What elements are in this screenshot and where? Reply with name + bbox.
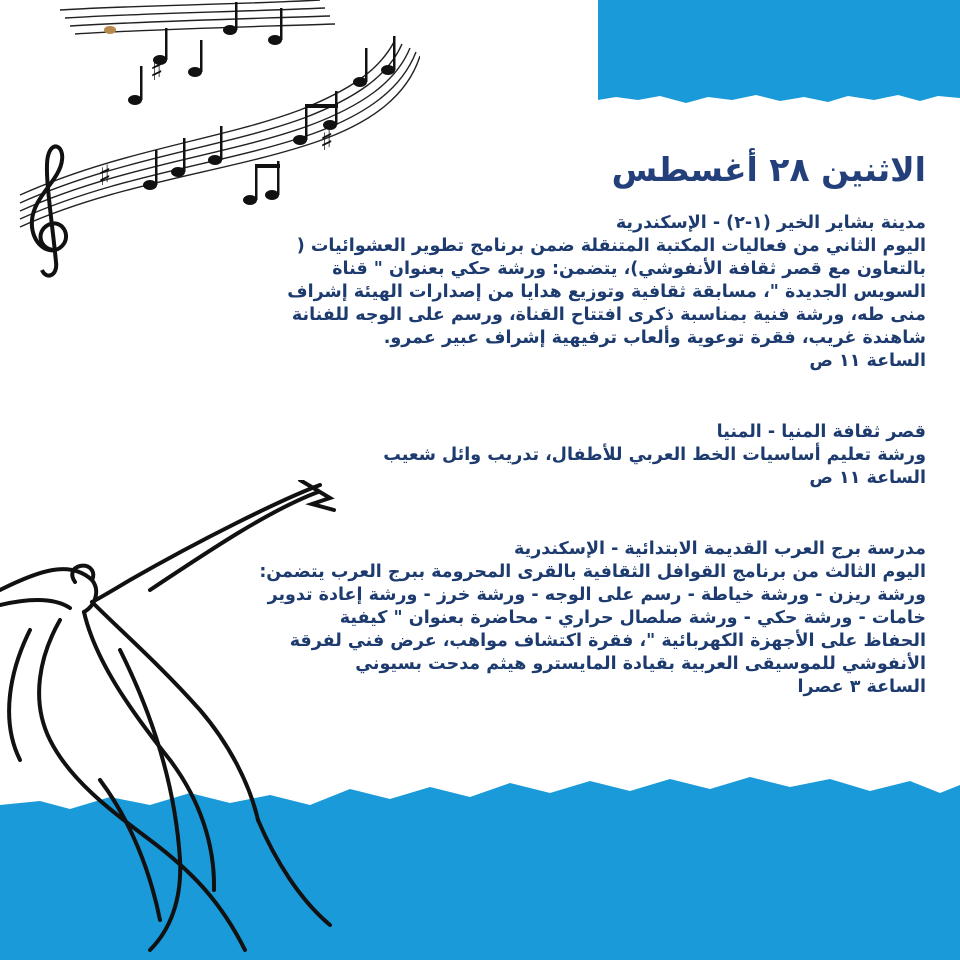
day-title: الاثنين ٢٨ أغسطس	[611, 150, 926, 189]
svg-text:♯: ♯	[98, 159, 112, 192]
svg-text:♯: ♯	[150, 54, 164, 87]
event-description-line: ورشة ريزن - ورشة خياطة - رسم على الوجه - ورشة خرز - ورشة إعادة تدوير	[267, 584, 926, 605]
event-description-line: بالتعاون مع قصر ثقافة الأنفوشي)، يتضمن: ورشة حكي بعنوان " قناة	[332, 258, 926, 279]
event-description-line: شاهندة غريب، فقرة توعوية وألعاب ترفيهية إشراف عبير عمرو.	[383, 327, 926, 348]
event-time: الساعة ١١ ص	[809, 467, 926, 488]
event-description-line: السويس الجديدة "، مسابقة ثقافية وتوزيع هدايا من إصدارات الهيئة إشراف	[287, 281, 926, 302]
event-description-line: اليوم الثاني من فعاليات المكتبة المتنقلة ضمن برنامج تطوير العشوائيات (	[296, 235, 926, 256]
event-description-line: خامات - ورشة حكي - ورشة صلصال حراري - محاضرة بعنوان " كيفية	[339, 607, 926, 628]
event-description-line: ورشة تعليم أساسيات الخط العربي للأطفال، تدريب وائل شعيب	[383, 444, 926, 465]
event-time: الساعة ٣ عصرا	[797, 676, 926, 697]
event-description-line: الأنفوشي للموسيقى العربية بقيادة المايسترو هيثم مدحت بسيوني	[355, 653, 926, 674]
event-venue: قصر ثقافة المنيا - المنيا	[716, 421, 926, 442]
top-blue-band	[598, 0, 960, 104]
svg-text:♯: ♯	[320, 124, 334, 157]
event-venue: مدرسة برج العرب القديمة الابتدائية - الإسكندرية	[514, 538, 926, 559]
event-description-line: منى طه، ورشة فنية بمناسبة ذكرى افتتاح القناة، ورسم على الوجه للفنانة	[291, 304, 926, 325]
event-description-line: اليوم الثالث من برنامج القوافل الثقافية بالقرى المحرومة ببرج العرب يتضمن:	[259, 561, 926, 582]
event-venue: مدينة بشاير الخير (١-٢) - الإسكندرية	[615, 212, 926, 233]
schedule-content	[180, 150, 926, 699]
event-borg-alarab-school	[180, 538, 926, 699]
event-time: الساعة ١١ ص	[809, 350, 926, 371]
event-bashayer-alkheir	[180, 212, 926, 373]
event-minya-palace	[180, 421, 926, 490]
event-description-line: الحفاظ على الأجهزة الكهربائية "، فقرة اكتشاف مواهب، عرض فني لفرقة	[289, 630, 926, 651]
